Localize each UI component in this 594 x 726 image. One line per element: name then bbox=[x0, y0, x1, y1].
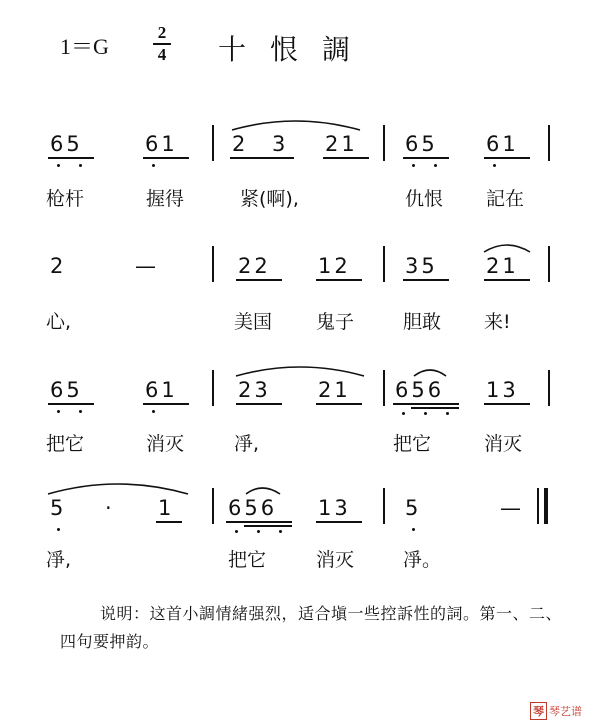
note-group: 61 bbox=[145, 378, 178, 402]
low-octave-dot bbox=[279, 530, 282, 533]
lyric: 紧(啊), bbox=[240, 188, 299, 210]
low-octave-dot bbox=[79, 164, 82, 167]
bar-line bbox=[383, 488, 385, 524]
bar-line bbox=[383, 125, 385, 161]
note-group: 61 bbox=[486, 132, 519, 156]
note-group: 61 bbox=[145, 132, 178, 156]
low-octave-dot bbox=[235, 530, 238, 533]
low-octave-dot bbox=[57, 410, 60, 413]
note-group: 5 bbox=[50, 496, 67, 520]
bar-line bbox=[548, 246, 550, 282]
underline bbox=[230, 157, 294, 159]
underline bbox=[316, 403, 362, 405]
bar-line bbox=[212, 488, 214, 524]
underline bbox=[48, 403, 94, 405]
note-group: 35 bbox=[405, 254, 438, 278]
bar-line bbox=[548, 125, 550, 161]
underline bbox=[143, 157, 189, 159]
bar-line bbox=[383, 370, 385, 406]
lyric: 握得 bbox=[146, 188, 185, 210]
lyric: 記在 bbox=[486, 188, 525, 210]
low-octave-dot bbox=[152, 164, 155, 167]
lyric: 鬼子 bbox=[316, 311, 355, 333]
underline bbox=[236, 403, 282, 405]
lyric: 消灭 bbox=[146, 433, 185, 455]
low-octave-dot bbox=[57, 528, 60, 531]
underline bbox=[316, 521, 362, 523]
low-octave-dot bbox=[446, 412, 449, 415]
low-octave-dot bbox=[152, 410, 155, 413]
final-bar-thick bbox=[544, 488, 548, 524]
underline bbox=[48, 157, 94, 159]
slur bbox=[236, 367, 364, 376]
bar-line bbox=[212, 370, 214, 406]
song-title: 十恨調 bbox=[218, 33, 375, 66]
note-group: 65 bbox=[50, 132, 83, 156]
note-group: 13 bbox=[486, 378, 519, 402]
underline bbox=[226, 521, 292, 523]
note-group: 2 bbox=[50, 254, 67, 278]
underline bbox=[484, 403, 530, 405]
time-signature-top: 2 bbox=[157, 23, 167, 42]
underline bbox=[484, 157, 530, 159]
slur bbox=[246, 488, 280, 494]
note-group: 12 bbox=[318, 254, 351, 278]
note-dash: — bbox=[500, 496, 524, 520]
lyric: 凈。 bbox=[403, 549, 442, 571]
underline bbox=[316, 279, 362, 281]
lyric: 把它 bbox=[46, 433, 85, 455]
lyric: 把它 bbox=[393, 433, 432, 455]
final-bar-thin bbox=[537, 488, 539, 524]
note-dash: — bbox=[135, 254, 159, 278]
watermark-logo bbox=[530, 702, 582, 720]
lyric: 把它 bbox=[228, 549, 267, 571]
lyric: 凈, bbox=[46, 549, 72, 571]
note-group: 3 bbox=[272, 132, 289, 156]
low-octave-dot bbox=[493, 164, 496, 167]
lyric: 消灭 bbox=[316, 549, 355, 571]
watermark-badge: 琴 bbox=[530, 702, 547, 720]
lyric: 胆敢 bbox=[403, 311, 442, 333]
double-underline bbox=[244, 525, 292, 527]
double-underline bbox=[411, 407, 459, 409]
underline bbox=[403, 279, 449, 281]
lyric: 仇恨 bbox=[405, 188, 444, 210]
bar-line bbox=[212, 125, 214, 161]
low-octave-dot bbox=[79, 410, 82, 413]
time-signature bbox=[152, 24, 172, 64]
slur bbox=[232, 121, 360, 130]
note-group: 23 bbox=[238, 378, 271, 402]
dotted-note-dot: · bbox=[105, 496, 115, 520]
low-octave-dot bbox=[424, 412, 427, 415]
underline bbox=[403, 157, 449, 159]
lyric: 来! bbox=[484, 311, 511, 333]
bar-line bbox=[212, 246, 214, 282]
lyric: 枪杆 bbox=[46, 188, 85, 210]
note-group: 5 bbox=[405, 496, 422, 520]
note-group: 65 bbox=[50, 378, 83, 402]
underline bbox=[156, 521, 182, 523]
note-group: 656 bbox=[228, 496, 278, 520]
note-group: 65 bbox=[405, 132, 438, 156]
slur bbox=[48, 484, 188, 494]
lyric: 消灭 bbox=[484, 433, 523, 455]
bar-line bbox=[548, 370, 550, 406]
low-octave-dot bbox=[57, 164, 60, 167]
note-group: 2 bbox=[232, 132, 249, 156]
explanation-note: 说明：这首小調情緒强烈，适合塡一些控訴性的詞。第一、二、四句要押韵。 bbox=[60, 604, 563, 651]
underline bbox=[484, 279, 530, 281]
key-signature: 1＝G bbox=[60, 34, 109, 59]
underline bbox=[236, 279, 282, 281]
time-signature-bottom: 4 bbox=[157, 45, 167, 64]
note-group: 1 bbox=[158, 496, 175, 520]
bar-line bbox=[383, 246, 385, 282]
underline bbox=[143, 403, 189, 405]
low-octave-dot bbox=[434, 164, 437, 167]
low-octave-dot bbox=[402, 412, 405, 415]
lyric: 心, bbox=[46, 311, 72, 333]
lyric: 凈, bbox=[234, 433, 260, 455]
slur bbox=[414, 370, 446, 376]
note-group: 21 bbox=[318, 378, 351, 402]
note-group: 21 bbox=[486, 254, 519, 278]
slur bbox=[484, 245, 530, 252]
low-octave-dot bbox=[412, 164, 415, 167]
watermark-text: 琴艺谱 bbox=[549, 705, 582, 718]
note-group: 13 bbox=[318, 496, 351, 520]
note-group: 656 bbox=[395, 378, 445, 402]
note-group: 21 bbox=[325, 132, 358, 156]
low-octave-dot bbox=[412, 528, 415, 531]
underline bbox=[393, 403, 459, 405]
low-octave-dot bbox=[257, 530, 260, 533]
note-group: 22 bbox=[238, 254, 271, 278]
underline bbox=[323, 157, 369, 159]
lyric: 美国 bbox=[234, 311, 273, 333]
